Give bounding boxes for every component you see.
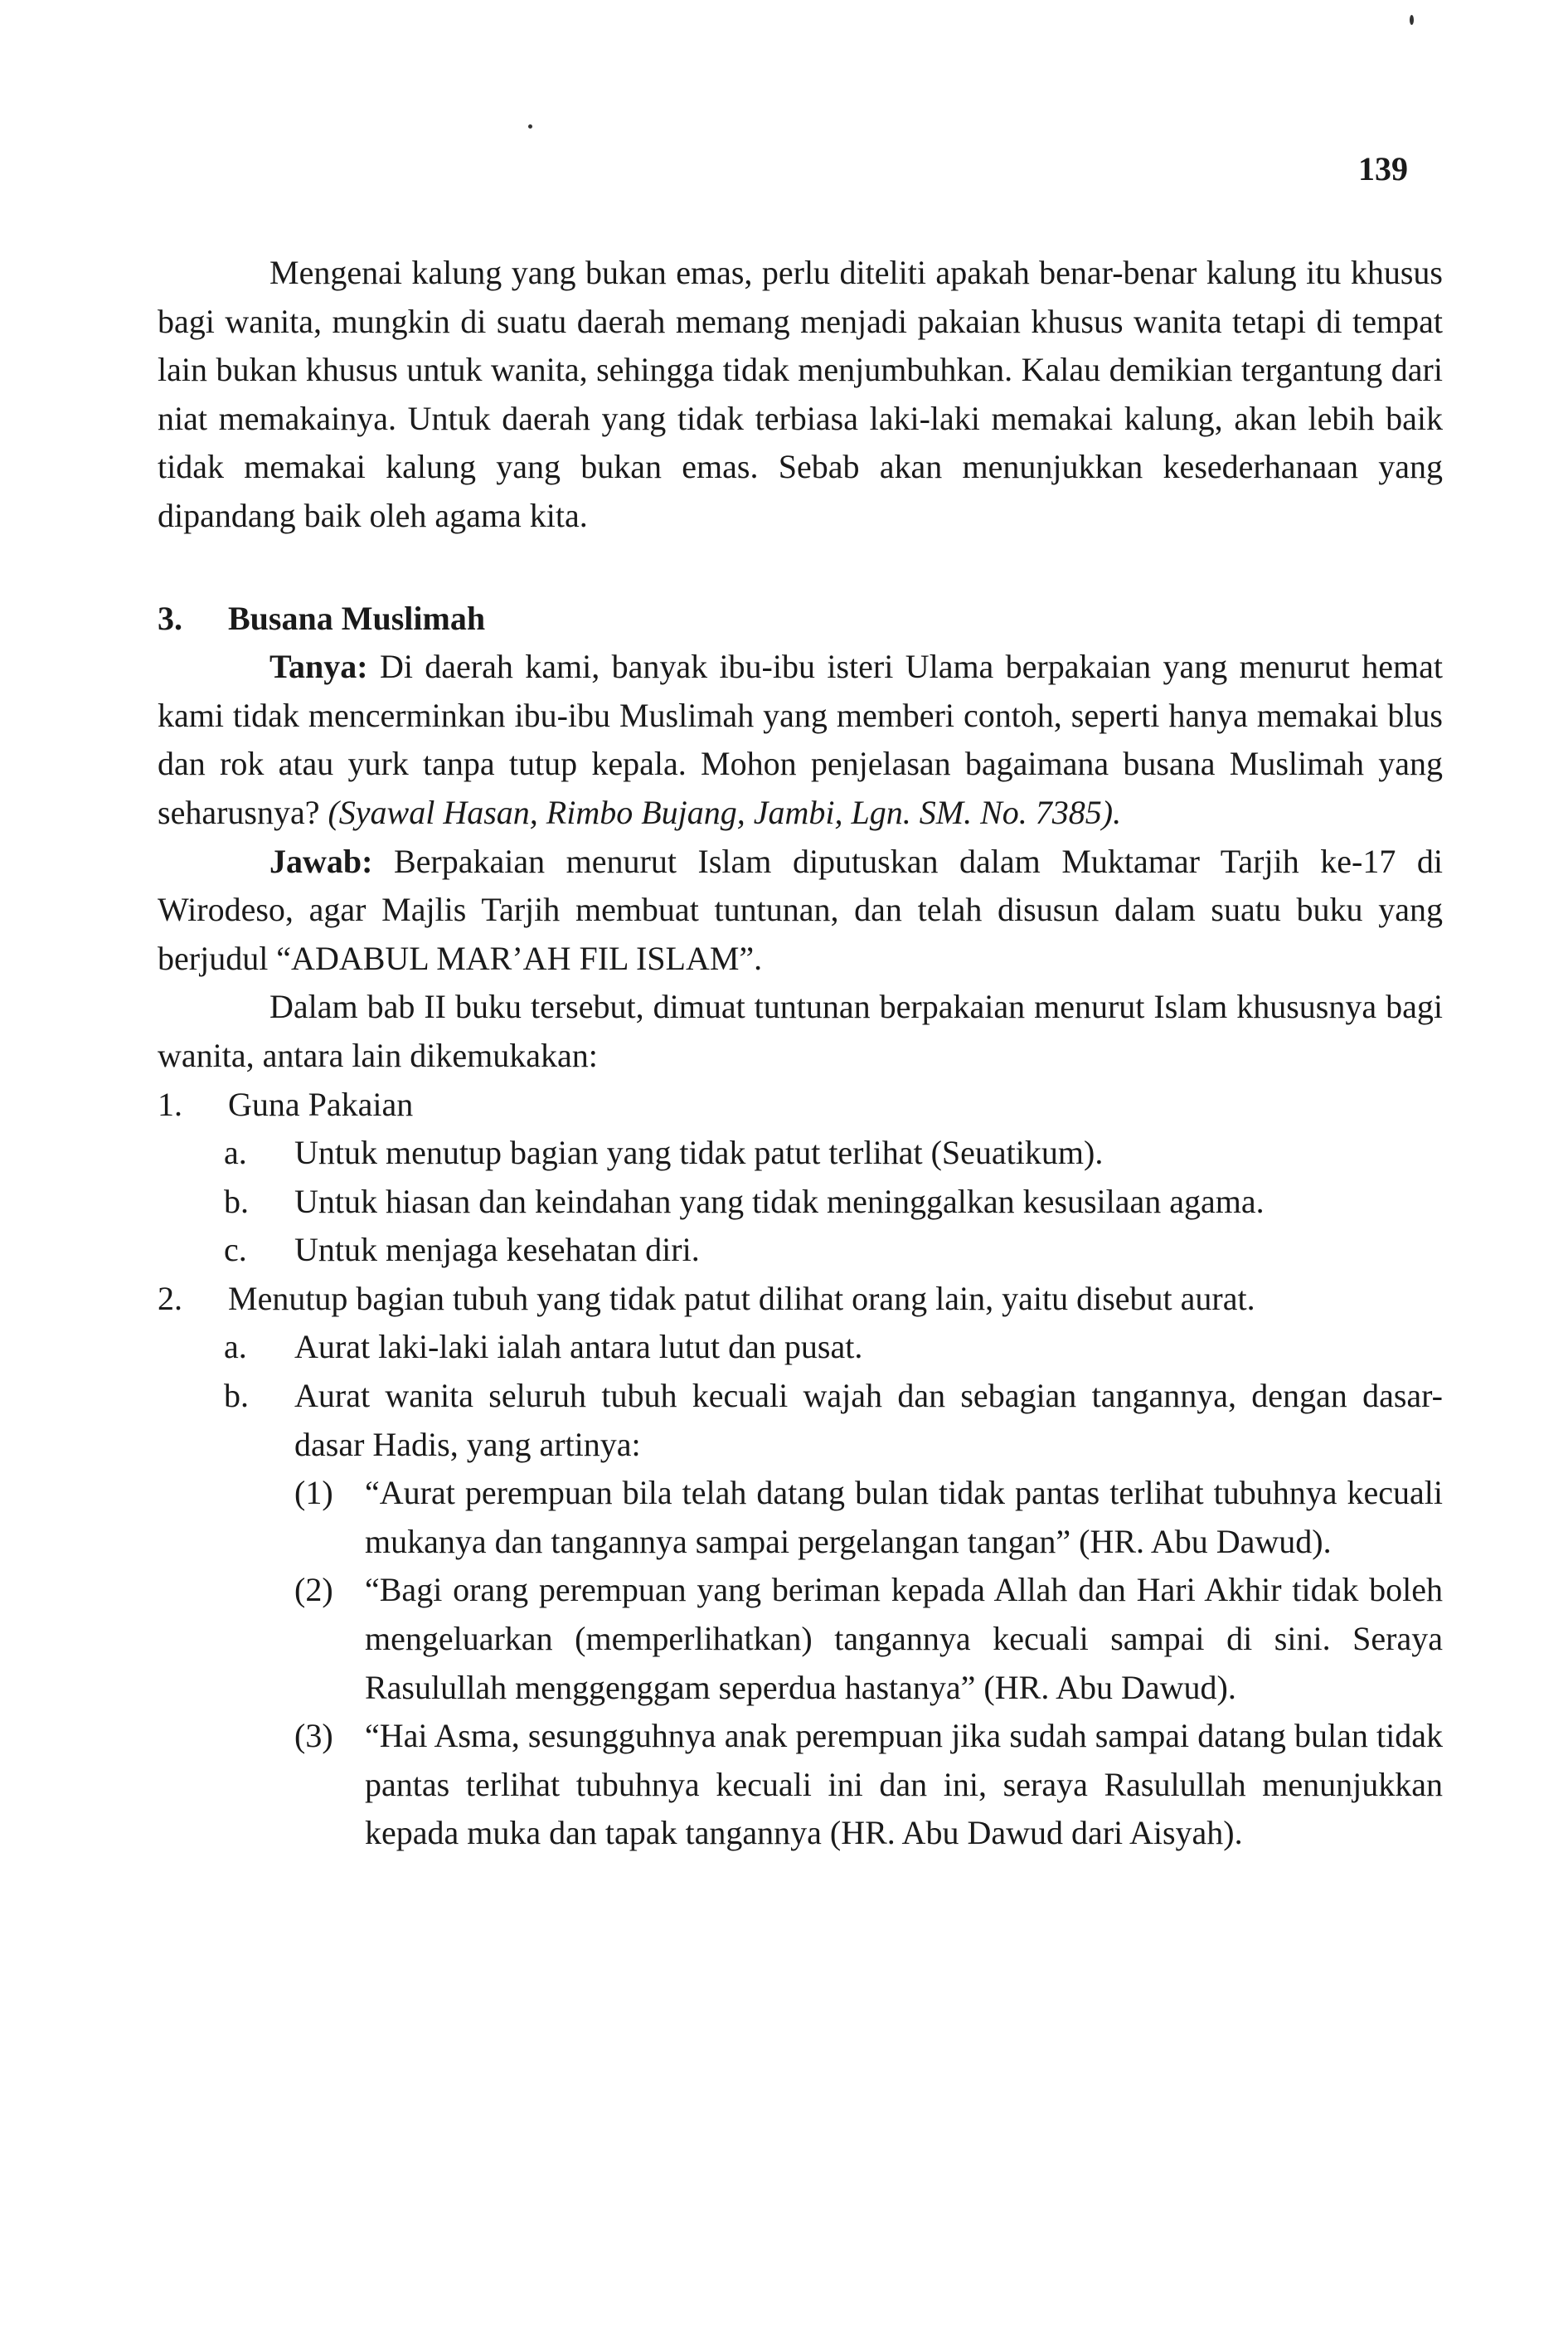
hadith-text: “Bagi orang perempuan yang beriman kepada Allah dan Hari Akhir tidak boleh mengeluarkan (memperlihatkan) tangannya kecuali sampai di sini. Seraya Rasulullah menggenggam seperdua hastanya” (HR. Abu Dawud). [365,1571,1443,1706]
list-marker: 1. [158,1085,182,1123]
page-number: 139 [1358,150,1408,187]
answer-paragraph [158,838,1443,984]
list-item-text: Untuk hiasan dan keindahan yang tidak meninggalkan kesusilaan agama. [294,1182,1265,1220]
list-marker: a. [224,1134,247,1172]
sub-list-item [158,1226,1443,1275]
sub-list-item [158,1372,1443,1469]
list-marker: b. [224,1377,249,1415]
section-number: 3. [158,599,182,637]
sub-list-item [158,1129,1443,1178]
list-marker: 2. [158,1279,182,1317]
sub-list-item [158,1323,1443,1372]
chapter-paragraph: Dalam bab II buku tersebut, dimuat tuntunan berpakaian menurut Islam khususnya bagi wanita, antara lain dikemukakan: [158,988,1443,1074]
list-item-text: Menutup bagian tubuh yang tidak patut dilihat orang lain, yaitu disebut aurat. [228,1279,1255,1317]
question-text: Di daerah kami, banyak ibu-ibu isteri Ulama berpakaian yang menurut hemat kami tidak mencerminkan ibu-ibu Muslimah yang memberi contoh, seperti hanya memakai blus dan rok atau yurk tanpa tutup kepala. Mohon penjelasan bagaimana busana Muslimah yang seharusnya? [158,648,1443,831]
section-title: Busana Muslimah [228,599,486,637]
question-source: (Syawal Hasan, Rimbo Bujang, Jambi, Lgn. SM. No. 7385). [328,793,1122,831]
list-item-text: Aurat wanita seluruh tubuh kecuali wajah dan sebagian tangannya, dengan dasar-dasar Hadis, yang artinya: [294,1377,1443,1463]
hadith-marker: (2) [294,1571,333,1609]
list-item [158,1275,1443,1324]
answer-text: Berpakaian menurut Islam diputuskan dalam Muktamar Tarjih ke-17 di Wirodeso, agar Majlis Tarjih membuat tuntunan, dan telah disusun dalam suatu buku yang berjudul “ADABUL MAR’AH FIL ISLAM”. [158,842,1443,977]
question-label: Tanya: [269,648,368,686]
list-marker: b. [224,1182,249,1220]
hadith-marker: (1) [294,1474,333,1512]
intro-paragraph: Mengenai kalung yang bukan emas, perlu diteliti apakah benar-benar kalung itu khusus bagi wanita, mungkin di suatu daerah memang menjadi pakaian khusus wanita tetapi di tempat lain bukan khusus untuk wanita, sehingga tidak menjumbuhkan. Kalau demikian tergantung dari niat memakainya. Untuk daerah yang tidak terbiasa laki-laki memakai kalung, akan lebih baik tidak memakai kalung yang bukan emas. Sebab akan menunjukkan kesederhanaan yang dipandang baik oleh agama kita. [158,254,1443,534]
hadith-item [158,1712,1443,1858]
section-heading [158,595,1443,644]
hadith-text: “Hai Asma, sesungguhnya anak perempuan jika sudah sampai datang bulan tidak pantas terlihat tubuhnya kecuali ini dan ini, seraya Rasulullah menunjukkan kepada muka dan tapak tangannya (HR. Abu Dawud dari Aisyah). [365,1717,1443,1852]
list-marker: c. [224,1231,247,1269]
list-item-text: Untuk menutup bagian yang tidak patut terlihat (Seuatikum). [294,1134,1104,1172]
hadith-item [158,1469,1443,1566]
hadith-text: “Aurat perempuan bila telah datang bulan tidak pantas terlihat tubuhnya kecuali mukanya dan tangannya sampai pergelangan tangan” (HR. Abu Dawud). [365,1474,1443,1560]
page-body [158,249,1443,1858]
scan-speck [1410,15,1414,25]
list-item [158,1081,1443,1130]
hadith-item [158,1566,1443,1712]
question-paragraph [158,643,1443,837]
list-item-text: Aurat laki-laki ialah antara lutut dan pusat. [294,1328,863,1366]
hadith-marker: (3) [294,1717,333,1755]
list-marker: a. [224,1328,247,1366]
scan-speck [528,124,532,129]
sub-list-item [158,1178,1443,1227]
list-item-text: Untuk menjaga kesehatan diri. [294,1231,700,1269]
answer-label: Jawab: [269,842,373,880]
list-item-text: Guna Pakaian [228,1085,414,1123]
